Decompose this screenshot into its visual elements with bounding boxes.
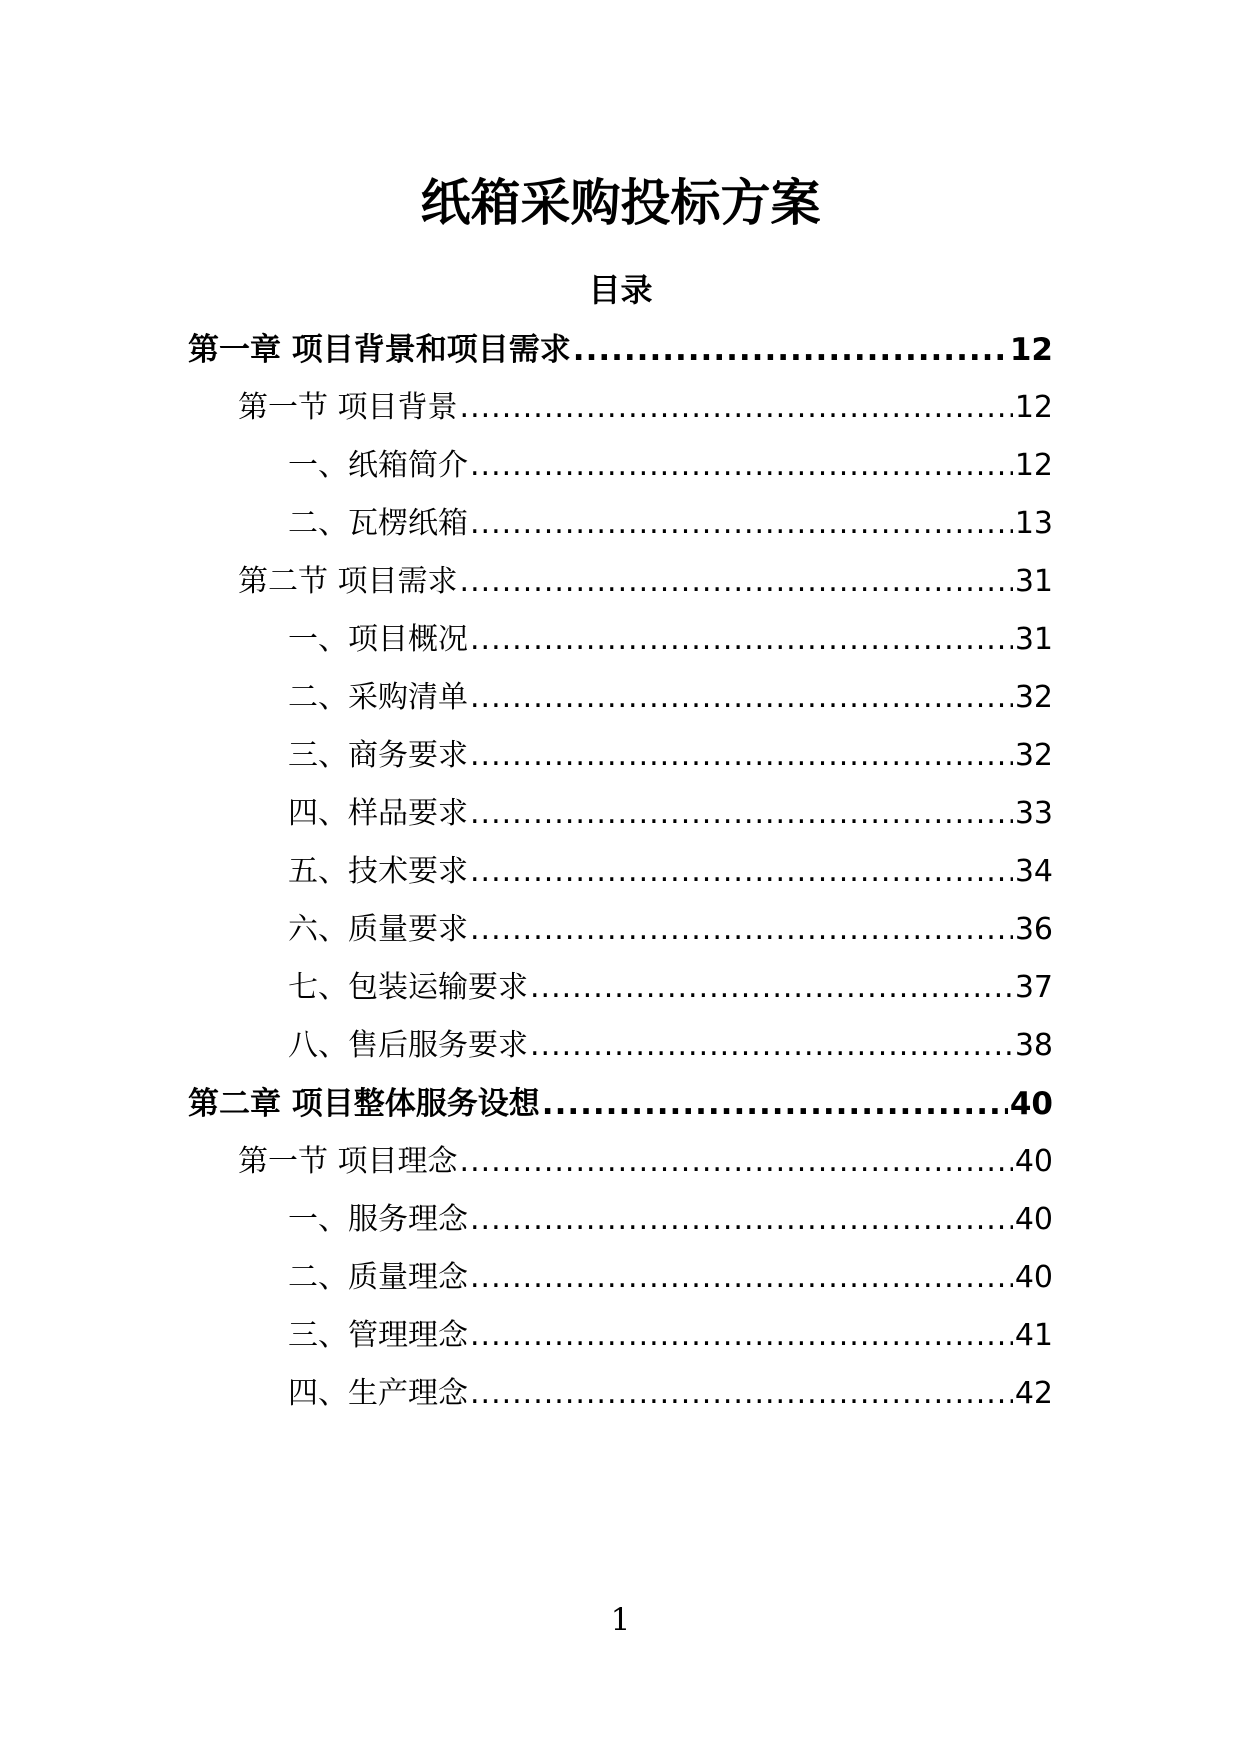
toc-entry-page: 37 — [1014, 970, 1053, 1005]
toc-entry-page: 40 — [1014, 1260, 1053, 1295]
toc-dot-leader — [470, 847, 1013, 897]
toc-entry-label: 第一节 项目背景 — [238, 390, 458, 425]
toc-dot-leader — [470, 731, 1013, 781]
toc-entry[interactable] — [288, 963, 1053, 1013]
toc-entry-label: 第一节 项目理念 — [238, 1144, 458, 1179]
toc-entry[interactable] — [288, 1021, 1053, 1071]
toc-entry-label: 一、项目概况 — [288, 622, 468, 657]
toc-entry-page: 32 — [1014, 738, 1053, 773]
toc-dot-leader — [470, 441, 1013, 491]
toc-entry-label: 二、采购清单 — [288, 680, 468, 715]
toc-entry-label: 四、样品要求 — [288, 796, 468, 831]
toc-entry[interactable] — [288, 1253, 1053, 1303]
toc-entry-label: 五、技术要求 — [288, 854, 468, 889]
toc-entry[interactable] — [288, 1369, 1053, 1419]
toc-entry-label: 二、质量理念 — [288, 1260, 468, 1295]
toc-dot-leader — [470, 615, 1013, 665]
toc-dot-leader — [460, 1137, 1013, 1187]
toc-entry-page: 40 — [1009, 1086, 1053, 1122]
toc-dot-leader — [470, 1253, 1013, 1303]
toc-dot-leader — [530, 1021, 1013, 1071]
toc-entry-page: 41 — [1014, 1318, 1053, 1353]
toc-entry[interactable] — [288, 673, 1053, 723]
toc-dot-leader — [460, 557, 1013, 607]
toc-entry[interactable] — [188, 325, 1053, 375]
toc-heading: 目录 — [588, 271, 653, 309]
toc-entry-page: 40 — [1014, 1202, 1053, 1237]
toc-dot-leader — [470, 673, 1013, 723]
toc-entry[interactable] — [238, 1137, 1053, 1187]
toc-entry-label: 第二章 项目整体服务设想 — [188, 1086, 540, 1122]
document-title: 纸箱采购投标方案 — [420, 174, 821, 232]
toc-entry-label: 一、服务理念 — [288, 1202, 468, 1237]
toc-entry[interactable] — [238, 383, 1053, 433]
toc-entry-page: 13 — [1014, 506, 1053, 541]
page-number: 1 — [610, 1602, 631, 1638]
toc-dot-leader — [470, 1195, 1013, 1245]
toc-dot-leader — [470, 905, 1013, 955]
toc-entry-page: 12 — [1009, 332, 1053, 368]
toc-entry[interactable] — [288, 905, 1053, 955]
toc-entry[interactable] — [288, 1195, 1053, 1245]
toc-entry-label: 七、包装运输要求 — [288, 970, 528, 1005]
toc-entry-label: 六、质量要求 — [288, 912, 468, 947]
toc-dot-leader — [470, 1369, 1013, 1419]
toc-entry[interactable] — [238, 557, 1053, 607]
toc-dot-leader — [542, 1079, 1008, 1129]
toc-entry-page: 31 — [1014, 564, 1053, 599]
toc-entry[interactable] — [288, 441, 1053, 491]
toc-entry[interactable] — [288, 1311, 1053, 1361]
toc-entry-label: 二、瓦楞纸箱 — [288, 506, 468, 541]
toc-entry-label: 第一章 项目背景和项目需求 — [188, 332, 571, 368]
toc-dot-leader — [470, 1311, 1013, 1361]
toc-entry-label: 三、商务要求 — [288, 738, 468, 773]
toc-entry-page: 31 — [1014, 622, 1053, 657]
toc-entry[interactable] — [288, 731, 1053, 781]
toc-entry-label: 四、生产理念 — [288, 1376, 468, 1411]
toc-dot-leader — [530, 963, 1013, 1013]
toc-entry-page: 42 — [1014, 1376, 1053, 1411]
toc-entry-label: 一、纸箱简介 — [288, 448, 468, 483]
toc-entry-page: 33 — [1014, 796, 1053, 831]
toc-entry-page: 38 — [1014, 1028, 1053, 1063]
toc-entry-page: 40 — [1014, 1144, 1053, 1179]
toc-dot-leader — [460, 383, 1013, 433]
toc-entry-page: 32 — [1014, 680, 1053, 715]
toc-entry-label: 八、售后服务要求 — [288, 1028, 528, 1063]
toc-entry-label: 第二节 项目需求 — [238, 564, 458, 599]
toc-entry-page: 34 — [1014, 854, 1053, 889]
toc-dot-leader — [470, 789, 1013, 839]
toc-entry-label: 三、管理理念 — [288, 1318, 468, 1353]
toc-entry[interactable] — [288, 615, 1053, 665]
toc-dot-leader — [573, 325, 1008, 375]
toc-entry-page: 12 — [1014, 448, 1053, 483]
toc-dot-leader — [470, 499, 1013, 549]
toc-entry[interactable] — [288, 789, 1053, 839]
toc-entry-page: 36 — [1014, 912, 1053, 947]
toc-entry-page: 12 — [1014, 390, 1053, 425]
toc-entry[interactable] — [188, 1079, 1053, 1129]
toc-entry[interactable] — [288, 499, 1053, 549]
toc-entry[interactable] — [288, 847, 1053, 897]
